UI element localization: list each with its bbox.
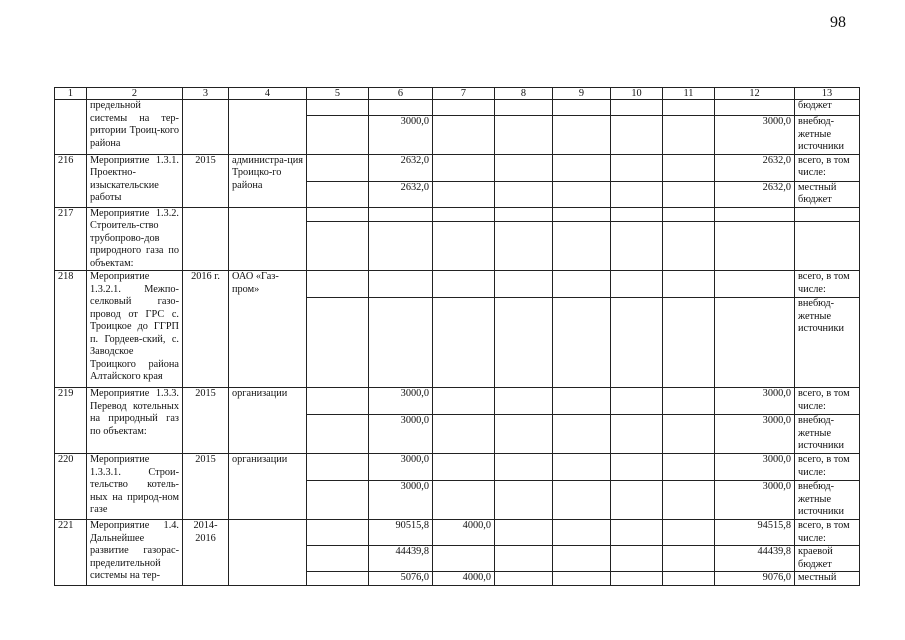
year-cell: 2016 г. (183, 271, 229, 388)
table-row (55, 454, 860, 481)
column-header: 7 (433, 88, 495, 100)
source-cell: всего, в том числе: (795, 154, 860, 181)
row-description: Мероприятие 1.3.1. Проектно-изыскательские работы (87, 154, 183, 207)
source-cell: всего, в том числе: (795, 520, 860, 546)
row-number-cell: 216 (55, 154, 87, 207)
total-cell: 3000,0 (715, 454, 795, 481)
total-cell: 9076,0 (715, 572, 795, 586)
row-description: Мероприятие 1.3.2.1. Межпо-селковый газо-провод от ГРС с. Троицкое до ГГРП п. Гордеев-ский, с. Заводское Троицкого района Алтайского края (87, 271, 183, 388)
table-row (55, 388, 860, 415)
executor-cell: организации (229, 454, 307, 520)
amount-cell: 5076,0 (369, 572, 433, 586)
source-cell: местный (795, 572, 860, 586)
row-number-cell: 217 (55, 207, 87, 271)
total-cell: 3000,0 (715, 116, 795, 155)
amount-cell: 90515,8 (369, 520, 433, 546)
total-cell: 3000,0 (715, 388, 795, 415)
column-header: 9 (553, 88, 611, 100)
total-cell: 2632,0 (715, 154, 795, 181)
amount-cell: 44439,8 (369, 546, 433, 572)
row-number-cell: 219 (55, 388, 87, 454)
column-header: 3 (183, 88, 229, 100)
table-row (55, 520, 860, 546)
amount-cell: 3000,0 (369, 116, 433, 155)
row-description: предельной системы на тер-ритории Троиц-кого района (87, 100, 183, 155)
total-cell (715, 100, 795, 116)
total-cell: 3000,0 (715, 415, 795, 454)
total-cell: 94515,8 (715, 520, 795, 546)
amount-cell: 4000,0 (433, 520, 495, 546)
total-cell: 44439,8 (715, 546, 795, 572)
amount-cell: 3000,0 (369, 388, 433, 415)
row-description: Мероприятие 1.3.3.1. Строи-тельство котель-ных на природ-ном газе (87, 454, 183, 520)
year-cell: 2015 (183, 154, 229, 207)
column-header: 4 (229, 88, 307, 100)
table-row (55, 100, 860, 116)
source-cell: бюджет (795, 100, 860, 116)
total-cell: 2632,0 (715, 181, 795, 207)
amount-cell: 2632,0 (369, 181, 433, 207)
table-row (55, 271, 860, 298)
source-cell: внебюд-жетные источники (795, 415, 860, 454)
amount-cell: 3000,0 (369, 454, 433, 481)
column-header: 10 (611, 88, 663, 100)
row-number-cell (55, 100, 87, 155)
source-cell: внебюд-жетные источники (795, 298, 860, 388)
row-description: Мероприятие 1.3.2. Строитель-ство трубопрово-дов природного газа по объектам: (87, 207, 183, 271)
source-cell: местный бюджет (795, 181, 860, 207)
column-header: 13 (795, 88, 860, 100)
column-header: 8 (495, 88, 553, 100)
column-header: 11 (663, 88, 715, 100)
column-header: 2 (87, 88, 183, 100)
source-cell: краевой бюджет (795, 546, 860, 572)
year-cell: 2014-2016 (183, 520, 229, 586)
row-description: Мероприятие 1.4. Дальнейшее развитие газорас-пределительной системы на тер- (87, 520, 183, 586)
amount-cell (369, 100, 433, 116)
year-cell: 2015 (183, 454, 229, 520)
executor-cell: администра-ция Троицко-го района (229, 154, 307, 207)
column-header: 6 (369, 88, 433, 100)
row-number-cell: 220 (55, 454, 87, 520)
header-row (55, 88, 860, 100)
row-number-cell: 218 (55, 271, 87, 388)
amount-cell (433, 546, 495, 572)
source-cell: всего, в том числе: (795, 454, 860, 481)
executor-cell: организации (229, 388, 307, 454)
table-row (55, 154, 860, 181)
amount-cell: 3000,0 (369, 415, 433, 454)
amount-cell: 4000,0 (433, 572, 495, 586)
page-number: 98 (830, 14, 846, 31)
source-cell: всего, в том числе: (795, 271, 860, 298)
total-cell: 3000,0 (715, 481, 795, 520)
column-header: 5 (307, 88, 369, 100)
column-header: 1 (55, 88, 87, 100)
source-cell: всего, в том числе: (795, 388, 860, 415)
budget-table (54, 87, 860, 586)
amount-cell: 3000,0 (369, 481, 433, 520)
amount-cell: 2632,0 (369, 154, 433, 181)
row-description: Мероприятие 1.3.3. Перевод котельных на природный газ по объектам: (87, 388, 183, 454)
year-cell: 2015 (183, 388, 229, 454)
source-cell: внебюд-жетные источники (795, 481, 860, 520)
table-row (55, 207, 860, 221)
row-number-cell: 221 (55, 520, 87, 586)
column-header: 12 (715, 88, 795, 100)
source-cell: внебюд-жетные источники (795, 116, 860, 155)
executor-cell: ОАО «Газ-пром» (229, 271, 307, 388)
